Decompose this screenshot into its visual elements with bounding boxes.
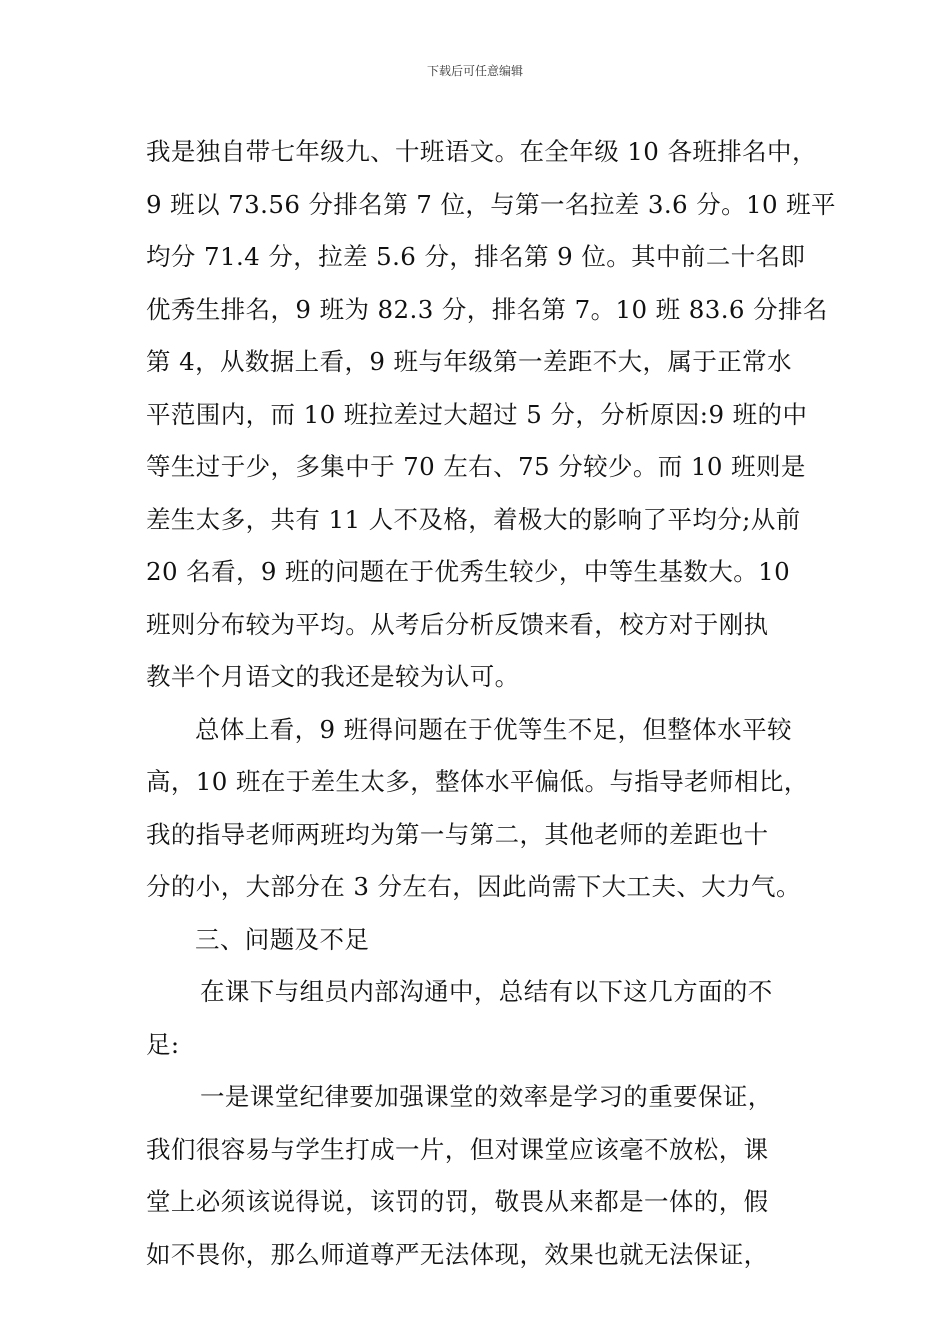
paragraph-start-line: 在课下与组员内部沟通中，总结有以下这几方面的不 bbox=[200, 977, 773, 1006]
text-line: 20 名看，9 班的问题在于优秀生较少，中等生基数大。10 bbox=[146, 557, 791, 586]
text-line: 等生过于少，多集中于 70 左右、75 分较少。而 10 班则是 bbox=[146, 452, 806, 481]
text-line: 如不畏你，那么师道尊严无法体现，效果也就无法保证， bbox=[146, 1239, 769, 1269]
text-line: 优秀生排名，9 班为 82.3 分，排名第 7。10 班 83.6 分排名 bbox=[146, 294, 828, 324]
text-line: 分的小，大部分在 3 分左右，因此尚需下大工夫、大力气。 bbox=[146, 872, 801, 901]
text-line: 堂上必须该说得说，该罚的罚，敬畏从来都是一体的，假 bbox=[146, 1187, 769, 1216]
text-line: 均分 71.4 分，拉差 5.6 分，排名第 9 位。其中前二十名即 bbox=[146, 242, 806, 271]
text-line: 教半个月语文的我还是较为认可。 bbox=[146, 662, 520, 691]
paragraph-start-line: 总体上看，9 班得问题在于优等生不足，但整体水平较 bbox=[195, 714, 792, 744]
text-line: 我们很容易与学生打成一片，但对课堂应该毫不放松，课 bbox=[146, 1134, 769, 1164]
text-line: 9 班以 73.56 分排名第 7 位，与第一名拉差 3.6 分。10 班平 bbox=[146, 189, 836, 219]
document-body bbox=[146, 126, 836, 1281]
text-line: 平范围内，而 10 班拉差过大超过 5 分，分析原因:9 班的中 bbox=[146, 399, 808, 429]
text-line: 足: bbox=[146, 1029, 180, 1059]
page-header: 下载后可任意编辑 bbox=[426, 64, 523, 78]
text-line: 高，10 班在于差生太多，整体水平偏低。与指导老师相比， bbox=[146, 767, 809, 796]
text-line: 我的指导老师两班均为第一与第二，其他老师的差距也十 bbox=[146, 819, 769, 849]
text-line: 我是独自带七年级九、十班语文。在全年级 10 各班排名中， bbox=[146, 137, 817, 166]
text-line: 班则分布较为平均。从考后分析反馈来看，校方对于刚执 bbox=[146, 609, 769, 639]
text-line: 第 4，从数据上看，9 班与年级第一差距不大，属于正常水 bbox=[146, 347, 792, 376]
section-heading: 三、问题及不足 bbox=[195, 924, 370, 954]
text-line: 差生太多，共有 11 人不及格，着极大的影响了平均分;从前 bbox=[146, 504, 801, 534]
paragraph-start-line: 一是课堂纪律要加强课堂的效率是学习的重要保证， bbox=[200, 1082, 773, 1111]
